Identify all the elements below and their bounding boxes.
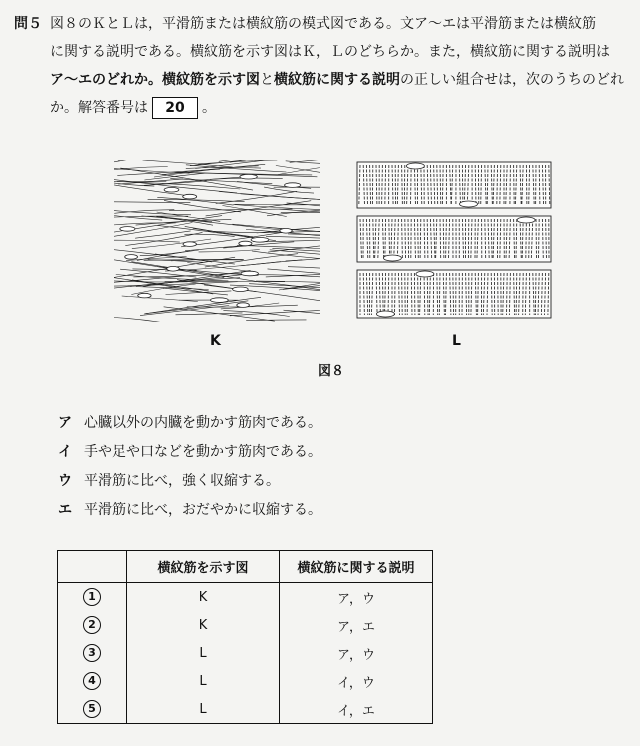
nucleus [237,303,250,308]
table-row [58,611,433,639]
striation [462,165,463,205]
fiber-line [278,163,320,175]
fiber-line [288,267,320,271]
figure-title: 図８ [318,364,345,379]
fiber-line [169,209,293,211]
table-cell-figure: L [127,695,280,724]
fiber-line [205,254,298,267]
table-header-figure: 横紋筋を示す図 [127,551,280,583]
table-cell-description: イ，ウ [280,667,433,695]
nucleus [183,194,197,199]
table-row [58,639,433,667]
fiber-line [266,236,320,239]
table-cell-figure: K [127,611,280,639]
nucleus [285,183,301,188]
nucleus [376,311,394,317]
nucleus [211,298,229,303]
fiber-line [114,318,171,323]
nucleus [241,271,258,276]
table-header-number [58,551,127,583]
fiber-line [157,216,294,231]
striated-fiber [357,216,551,262]
fiber-line [286,254,320,261]
nucleus [120,227,135,232]
table-cell-description: ア，ウ [280,583,433,612]
nucleus [280,229,292,234]
choice-number: 4 [83,672,101,690]
fiber-line [280,209,321,217]
table-header-row [58,551,433,583]
striation [510,165,511,205]
striation [526,165,527,205]
striation [514,165,515,205]
nucleus [233,287,249,292]
nucleus [164,187,179,192]
statement-i: イ 手や足や口などを動かす筋肉である。 [58,444,322,460]
table-cell-description: ア，エ [280,611,433,639]
nucleus [517,217,535,223]
fiber-line [140,306,229,316]
fiber-line [114,202,190,203]
nucleus [183,242,196,247]
table-row [58,583,433,612]
choice-number: 1 [83,588,101,606]
question-line-3: ア～エのどれか。横紋筋を示す図と横紋筋に関する説明の正しい組合せは，次のうちのどれ [50,72,624,88]
nucleus [460,201,478,207]
answer-table [57,550,433,724]
striation [536,219,537,259]
fiber-line [144,260,243,261]
striation [404,165,405,205]
figure-l-label: L [452,333,461,349]
table-cell-figure: L [127,639,280,667]
fiber-line [230,310,320,316]
choice-number: 2 [83,616,101,634]
nucleus [125,255,138,260]
nucleus [416,271,434,277]
table-cell-description: イ，エ [280,695,433,724]
table-header-description: 横紋筋に関する説明 [280,551,433,583]
smooth-muscle-diagram-k [114,160,320,322]
statement-list [58,412,322,528]
nucleus [138,293,151,298]
fiber-line [176,313,243,315]
striated-fiber [357,162,551,208]
fiber-line [170,179,272,184]
answer-number-box: 20 [152,97,198,119]
fiber-line [246,320,306,321]
fiber-line [187,263,250,272]
figure-k-label: K [210,333,221,349]
fiber-line [162,177,244,184]
choice-number: 5 [83,700,101,718]
table-cell-figure: K [127,583,280,612]
statement-a: ア 心臓以外の内臓を動かす筋肉である。 [58,415,322,431]
question-line-4: か。解答番号は 20 。 [14,94,626,122]
fiber-line [135,231,191,238]
striation [526,219,527,259]
fiber-line [233,203,320,205]
table-cell-figure: L [127,667,280,695]
statement-e: エ 平滑筋に比べ，おだやかに収縮する。 [58,502,322,518]
nucleus [251,238,269,243]
table-cell-description: ア，ウ [280,639,433,667]
fiber-line [114,240,180,242]
table-row [58,667,433,695]
fiber-line [221,303,279,309]
striation [408,219,409,259]
fiber-line [199,250,260,252]
question-line-2: に関する説明である。横紋筋を示す図はＫ，Ｌのどちらか。また，横紋筋に関する説明は [50,44,610,60]
statement-u: ウ 平滑筋に比べ，強く収縮する。 [58,473,280,489]
choice-number: 3 [83,644,101,662]
fiber-line [122,296,198,302]
nucleus [240,174,257,179]
striated-muscle-diagram-l [356,160,552,322]
nucleus [167,267,180,272]
nucleus [406,163,424,169]
nucleus [383,255,401,261]
question-text [14,10,626,122]
question-line-1: 問５ 図８のＫとＬは，平滑筋または横紋筋の模式図である。文ア～エは平滑筋または横紋筋 [14,16,596,32]
nucleus [239,241,252,246]
table-row [58,695,433,724]
question-label: 問５ [14,16,42,32]
striated-fiber [357,270,551,318]
